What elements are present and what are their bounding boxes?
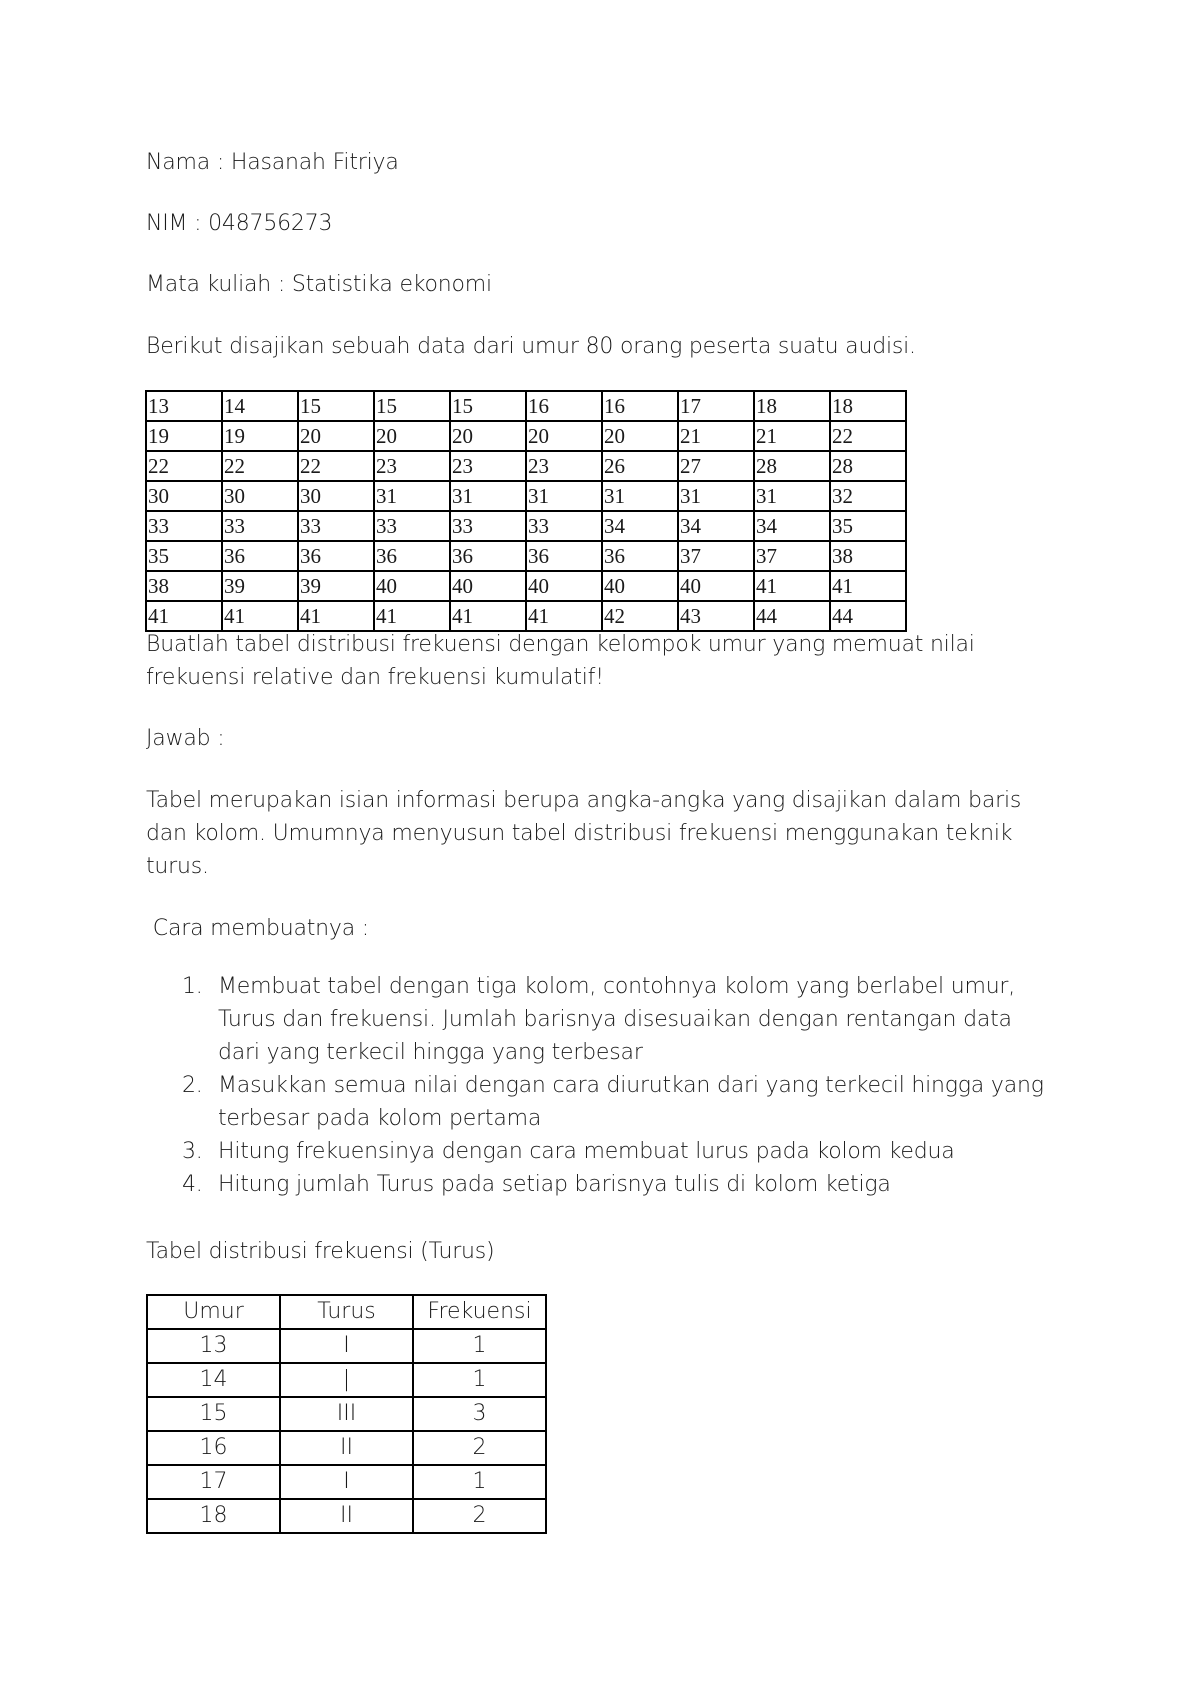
table-cell: 32 bbox=[830, 481, 906, 511]
table-cell: 15 bbox=[298, 391, 374, 421]
table-cell: 16 bbox=[526, 391, 602, 421]
table-cell: 2 bbox=[413, 1431, 546, 1465]
column-header: Turus bbox=[280, 1295, 413, 1329]
table-cell: 20 bbox=[602, 421, 678, 451]
table-cell: 15 bbox=[450, 391, 526, 421]
table-cell: 31 bbox=[602, 481, 678, 511]
table-row bbox=[147, 1431, 546, 1465]
list-item-text: Hitung frekuensinya dengan cara membuat lurus pada kolom kedua bbox=[218, 1139, 955, 1164]
table-cell: 36 bbox=[602, 541, 678, 571]
table-cell: 35 bbox=[830, 511, 906, 541]
table-row bbox=[146, 571, 906, 601]
table-cell: 41 bbox=[298, 601, 374, 631]
table-cell: 35 bbox=[146, 541, 222, 571]
table-cell: 20 bbox=[450, 421, 526, 451]
table-cell: 21 bbox=[678, 421, 754, 451]
table-cell: 33 bbox=[146, 511, 222, 541]
list-item-number: 3. bbox=[182, 1139, 203, 1164]
list-item-number: 4. bbox=[182, 1172, 203, 1197]
table-cell: 1 bbox=[413, 1329, 546, 1363]
frequency-table bbox=[146, 1294, 547, 1534]
table-cell: 40 bbox=[450, 571, 526, 601]
table-cell: 31 bbox=[526, 481, 602, 511]
table-row bbox=[147, 1329, 546, 1363]
list-item-text: Masukkan semua nilai dengan cara diurutkan dari yang terkecil hingga yang bbox=[218, 1073, 1044, 1098]
table-cell: 33 bbox=[450, 511, 526, 541]
age-data-table bbox=[145, 390, 907, 632]
list-item bbox=[146, 1168, 1118, 1201]
list-item-text: terbesar pada kolom pertama bbox=[218, 1106, 542, 1131]
table-cell: 41 bbox=[222, 601, 298, 631]
table-cell: 22 bbox=[830, 421, 906, 451]
table-cell: 19 bbox=[222, 421, 298, 451]
intro-text: Berikut disajikan sebuah data dari umur 80 orang peserta suatu audisi. bbox=[146, 334, 916, 359]
question-line-1: Buatlah tabel distribusi frekuensi dengan kelompok umur yang memuat nilai bbox=[146, 632, 975, 657]
table-row bbox=[146, 391, 906, 421]
table-cell: 1 bbox=[413, 1363, 546, 1397]
table-row bbox=[146, 541, 906, 571]
column-header: Umur bbox=[147, 1295, 280, 1329]
table-cell: 22 bbox=[298, 451, 374, 481]
list-item-text: Membuat tabel dengan tiga kolom, contohnya kolom yang berlabel umur, bbox=[218, 974, 1016, 999]
table-cell: I bbox=[280, 1329, 413, 1363]
explanation-line-3: turus. bbox=[146, 854, 209, 879]
explanation-line-2: dan kolom. Umumnya menyusun tabel distribusi frekuensi menggunakan teknik bbox=[146, 821, 1013, 846]
table-cell: 36 bbox=[450, 541, 526, 571]
list-item-number: 1. bbox=[182, 974, 203, 999]
table-cell: 14 bbox=[222, 391, 298, 421]
list-item-number: 2. bbox=[182, 1073, 203, 1098]
table-cell: 36 bbox=[298, 541, 374, 571]
table-cell: 43 bbox=[678, 601, 754, 631]
table-row bbox=[146, 511, 906, 541]
table-cell: I bbox=[280, 1465, 413, 1499]
table-cell: 18 bbox=[754, 391, 830, 421]
table-header-row bbox=[147, 1295, 546, 1329]
student-name: Nama : Hasanah Fitriya bbox=[146, 150, 399, 175]
table-cell: 39 bbox=[222, 571, 298, 601]
list-item-text: Turus dan frekuensi. Jumlah barisnya disesuaikan dengan rentangan data bbox=[218, 1007, 1012, 1032]
table-cell: 37 bbox=[754, 541, 830, 571]
table-cell: 2 bbox=[413, 1499, 546, 1533]
table-cell: 37 bbox=[678, 541, 754, 571]
table-cell: 33 bbox=[526, 511, 602, 541]
table-cell: 17 bbox=[147, 1465, 280, 1499]
table-row bbox=[146, 601, 906, 631]
column-header: Frekuensi bbox=[413, 1295, 546, 1329]
table-cell: 14 bbox=[147, 1363, 280, 1397]
table-cell: 33 bbox=[374, 511, 450, 541]
question-line-2: frekuensi relative dan frekuensi kumulatif! bbox=[146, 665, 604, 690]
table-cell: 41 bbox=[526, 601, 602, 631]
table-cell: 40 bbox=[374, 571, 450, 601]
table-cell: 44 bbox=[830, 601, 906, 631]
table-cell: 28 bbox=[830, 451, 906, 481]
table-cell: 41 bbox=[830, 571, 906, 601]
table-row bbox=[147, 1465, 546, 1499]
table-cell: 22 bbox=[146, 451, 222, 481]
table-cell: 31 bbox=[450, 481, 526, 511]
table-cell: 31 bbox=[678, 481, 754, 511]
table-cell: 22 bbox=[222, 451, 298, 481]
answer-label: Jawab : bbox=[146, 726, 225, 751]
table-cell: 30 bbox=[298, 481, 374, 511]
method-heading: Cara membuatnya : bbox=[146, 916, 370, 941]
table-cell: 30 bbox=[146, 481, 222, 511]
table-cell: 27 bbox=[678, 451, 754, 481]
table-cell: 39 bbox=[298, 571, 374, 601]
table-cell: 41 bbox=[754, 571, 830, 601]
table-cell: 40 bbox=[526, 571, 602, 601]
table-cell: 3 bbox=[413, 1397, 546, 1431]
table-cell: | bbox=[280, 1363, 413, 1397]
student-nim: NIM : 048756273 bbox=[146, 211, 333, 236]
freq-table-title: Tabel distribusi frekuensi (Turus) bbox=[146, 1239, 495, 1264]
table-cell: 41 bbox=[374, 601, 450, 631]
table-cell: 13 bbox=[146, 391, 222, 421]
table-cell: 38 bbox=[146, 571, 222, 601]
table-cell: 40 bbox=[602, 571, 678, 601]
table-cell: 15 bbox=[374, 391, 450, 421]
table-cell: 15 bbox=[147, 1397, 280, 1431]
table-cell: 33 bbox=[222, 511, 298, 541]
list-item bbox=[146, 1135, 1118, 1168]
table-cell: 26 bbox=[602, 451, 678, 481]
table-row bbox=[147, 1363, 546, 1397]
explanation-line-1: Tabel merupakan isian informasi berupa angka-angka yang disajikan dalam baris bbox=[146, 788, 1022, 813]
table-row bbox=[147, 1499, 546, 1533]
course-name: Mata kuliah : Statistika ekonomi bbox=[146, 272, 492, 297]
list-item-text: dari yang terkecil hingga yang terbesar bbox=[218, 1040, 643, 1065]
table-cell: 16 bbox=[147, 1431, 280, 1465]
table-cell: 31 bbox=[374, 481, 450, 511]
table-cell: 36 bbox=[526, 541, 602, 571]
table-cell: 20 bbox=[374, 421, 450, 451]
table-cell: 34 bbox=[678, 511, 754, 541]
table-cell: 34 bbox=[754, 511, 830, 541]
list-item bbox=[146, 1069, 1118, 1135]
table-cell: 13 bbox=[147, 1329, 280, 1363]
table-cell: 44 bbox=[754, 601, 830, 631]
table-cell: III bbox=[280, 1397, 413, 1431]
table-cell: 30 bbox=[222, 481, 298, 511]
table-cell: 34 bbox=[602, 511, 678, 541]
table-cell: 18 bbox=[830, 391, 906, 421]
table-row bbox=[146, 421, 906, 451]
table-cell: 23 bbox=[526, 451, 602, 481]
table-cell: 41 bbox=[450, 601, 526, 631]
table-cell: 33 bbox=[298, 511, 374, 541]
steps-list bbox=[146, 970, 1118, 1201]
table-cell: 18 bbox=[147, 1499, 280, 1533]
table-row bbox=[146, 481, 906, 511]
table-cell: 38 bbox=[830, 541, 906, 571]
table-cell: 1 bbox=[413, 1465, 546, 1499]
table-cell: 20 bbox=[526, 421, 602, 451]
table-cell: 41 bbox=[146, 601, 222, 631]
table-cell: 21 bbox=[754, 421, 830, 451]
table-cell: 16 bbox=[602, 391, 678, 421]
list-item-text: Hitung jumlah Turus pada setiap barisnya tulis di kolom ketiga bbox=[218, 1172, 891, 1197]
table-cell: 20 bbox=[298, 421, 374, 451]
table-row bbox=[147, 1397, 546, 1431]
table-cell: 17 bbox=[678, 391, 754, 421]
table-row bbox=[146, 451, 906, 481]
table-cell: 36 bbox=[222, 541, 298, 571]
table-cell: 31 bbox=[754, 481, 830, 511]
table-cell: 36 bbox=[374, 541, 450, 571]
table-cell: II bbox=[280, 1431, 413, 1465]
table-cell: 40 bbox=[678, 571, 754, 601]
table-cell: 28 bbox=[754, 451, 830, 481]
table-cell: 42 bbox=[602, 601, 678, 631]
table-cell: 23 bbox=[374, 451, 450, 481]
list-item bbox=[146, 970, 1118, 1069]
table-cell: 19 bbox=[146, 421, 222, 451]
table-cell: 23 bbox=[450, 451, 526, 481]
table-cell: II bbox=[280, 1499, 413, 1533]
